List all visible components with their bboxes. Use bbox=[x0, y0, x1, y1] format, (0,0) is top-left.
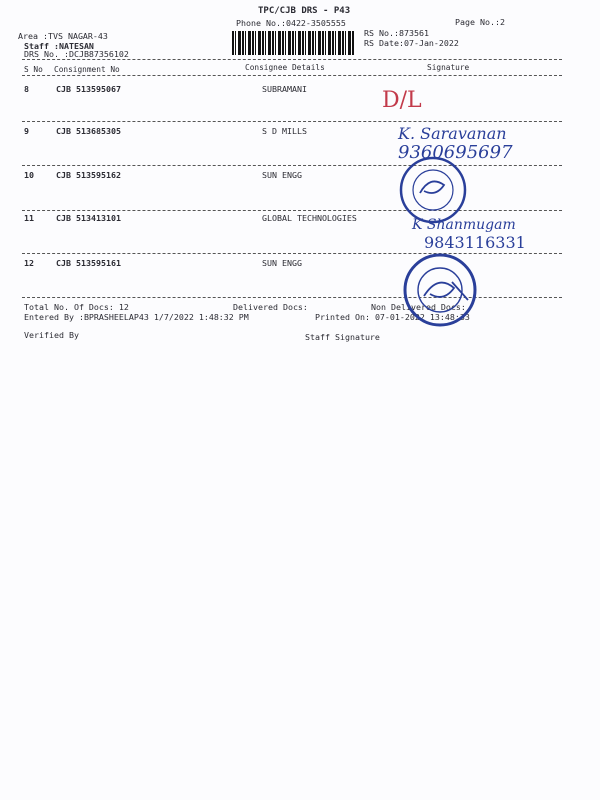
handwritten-phone-row9: 9360695697 bbox=[398, 142, 513, 163]
divider bbox=[22, 253, 562, 254]
verified-by-label: Verified By bbox=[24, 330, 79, 340]
divider bbox=[22, 59, 562, 60]
total-docs: Total No. Of Docs: 12 bbox=[24, 302, 129, 312]
col-header-sno: S No bbox=[24, 65, 43, 74]
report-title: TPC/CJB DRS - P43 bbox=[258, 6, 351, 16]
row-sno: 11 bbox=[24, 213, 34, 223]
company-stamp-icon bbox=[402, 252, 478, 328]
printed-on: Printed On: 07-01-2022 13:48:33 bbox=[315, 312, 470, 322]
handwritten-signature-row9: K. Saravanan bbox=[398, 124, 507, 143]
staff-label: Staff :NATESAN bbox=[24, 41, 94, 51]
row-consignee: SUBRAMANI bbox=[262, 84, 307, 94]
handwritten-signature-row11: K Shanmugam bbox=[412, 217, 516, 233]
drs-number: DRS No. :DCJB87356102 bbox=[24, 49, 129, 59]
row-consignment: CJB 513413101 bbox=[56, 213, 121, 223]
rs-date: RS Date:07-Jan-2022 bbox=[364, 38, 459, 48]
delivery-mark: D/L bbox=[382, 88, 422, 113]
staff-signature-label: Staff Signature bbox=[305, 332, 380, 342]
row-consignment: CJB 513685305 bbox=[56, 126, 121, 136]
divider bbox=[22, 297, 562, 298]
divider bbox=[22, 165, 562, 166]
row-consignee: SUN ENGG bbox=[262, 170, 302, 180]
barcode bbox=[232, 31, 354, 55]
row-consignee: GLOBAL TECHNOLOGIES bbox=[262, 213, 357, 223]
col-header-consignment: Consignment No bbox=[54, 65, 120, 74]
handwritten-phone-row11: 9843116331 bbox=[424, 233, 526, 252]
row-consignee: S D MILLS bbox=[262, 126, 307, 136]
divider bbox=[22, 75, 562, 76]
divider bbox=[22, 121, 562, 122]
page-number: Page No.:2 bbox=[455, 17, 505, 27]
entered-by: Entered By :BPRASHEELAP43 1/7/2022 1:48:32 PM bbox=[24, 312, 249, 322]
delivered-docs: Delivered Docs: bbox=[233, 302, 308, 312]
divider bbox=[22, 210, 562, 211]
phone-number: Phone No.:0422-3505555 bbox=[236, 18, 346, 28]
row-sno: 10 bbox=[24, 170, 34, 180]
rs-number: RS No.:873561 bbox=[364, 28, 429, 38]
row-sno: 8 bbox=[24, 84, 29, 94]
non-delivered-docs: Non Delivered Docs: bbox=[371, 302, 466, 312]
company-stamp-icon bbox=[398, 155, 468, 225]
area-label: Area :TVS NAGAR-43 bbox=[18, 31, 108, 41]
col-header-consignee: Consignee Details bbox=[245, 63, 325, 72]
col-header-signature: Signature bbox=[427, 63, 470, 72]
row-consignee: SUN ENGG bbox=[262, 258, 302, 268]
row-sno: 9 bbox=[24, 126, 29, 136]
row-consignment: CJB 513595067 bbox=[56, 84, 121, 94]
row-consignment: CJB 513595161 bbox=[56, 258, 121, 268]
row-consignment: CJB 513595162 bbox=[56, 170, 121, 180]
row-sno: 12 bbox=[24, 258, 34, 268]
